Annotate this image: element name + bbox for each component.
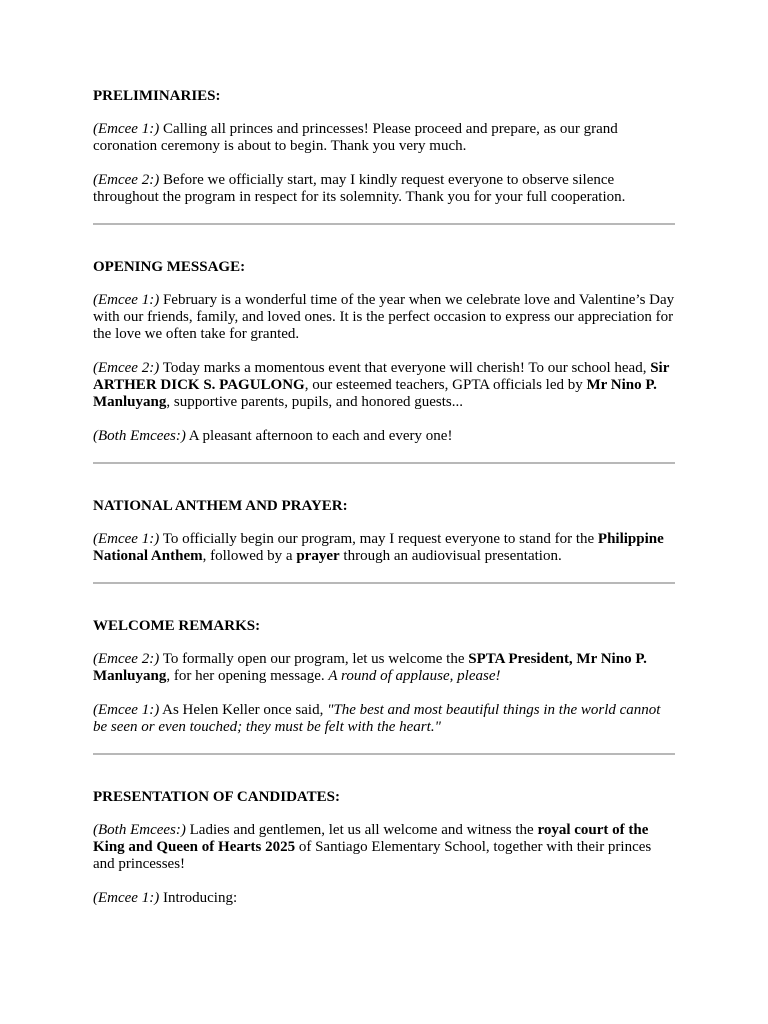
paragraph-text: Today marks a momentous event that everyone will cherish! To our school head, [159, 360, 651, 376]
paragraph-text: Introducing: [159, 890, 238, 906]
speaker-label: (Emcee 1:) [93, 890, 160, 906]
section-welcome-remarks [93, 616, 675, 736]
section-heading: NATIONAL ANTHEM AND PRAYER: [93, 498, 348, 514]
section-presentation-of-candidates [93, 787, 675, 907]
paragraph [93, 702, 675, 736]
speaker-label: (Emcee 2:) [93, 360, 160, 376]
speaker-label: (Both Emcees:) [93, 822, 186, 838]
paragraph-text: , our esteemed teachers, GPTA officials led by [304, 377, 587, 393]
section-divider [93, 753, 675, 755]
section-heading: WELCOME REMARKS: [93, 618, 261, 634]
section-divider [93, 582, 675, 584]
speaker-label: (Emcee 2:) [93, 172, 160, 188]
speaker-label: (Emcee 1:) [93, 702, 160, 718]
paragraph [93, 292, 675, 343]
paragraph-text: To formally open our program, let us welcome the [159, 651, 469, 667]
paragraph-text: A pleasant afternoon to each and every one! [185, 428, 453, 444]
paragraph [93, 172, 675, 206]
bold-name: SPTA President, Mr Nino P. Manluyang [93, 651, 647, 684]
section-national-anthem [93, 496, 675, 565]
bold-name: Sir ARTHER DICK S. PAGULONG [93, 360, 670, 393]
paragraph-text: To officially begin our program, may I request everyone to stand for the [159, 531, 598, 547]
speaker-label: (Emcee 2:) [93, 651, 160, 667]
section-divider [93, 462, 675, 464]
bold-name: Mr Nino P. Manluyang [93, 377, 657, 410]
paragraph-text: , for her opening message. [166, 668, 329, 684]
speaker-label: (Emcee 1:) [93, 292, 160, 308]
speaker-label: (Emcee 1:) [93, 531, 160, 547]
program-script [93, 86, 675, 907]
paragraph [93, 890, 675, 907]
paragraph-text: , supportive parents, pupils, and honored guests... [166, 394, 463, 410]
paragraph [93, 121, 675, 155]
section-heading: PRESENTATION OF CANDIDATES: [93, 789, 340, 805]
paragraph [93, 360, 675, 411]
paragraph-text: February is a wonderful time of the year when we celebrate love and Valentine’s Day with our friends, family, and loved ones. It is the perfect occasion to express our appreciation for the love we often take for granted. [93, 292, 675, 342]
speaker-label: (Emcee 1:) [93, 121, 160, 137]
speaker-label: (Both Emcees:) [93, 428, 186, 444]
italic-phrase: A round of applause, please! [328, 668, 501, 684]
paragraph-text: Ladies and gentlemen, let us all welcome and witness the [185, 822, 538, 838]
paragraph [93, 531, 675, 565]
paragraph-text: Calling all princes and princesses! Please proceed and prepare, as our grand coronation ceremony is about to begin. Thank you very much. [93, 121, 618, 154]
quote-text: "The best and most beautiful things in the world cannot be seen or even touched; they must be felt with the heart." [93, 702, 661, 735]
section-opening-message [93, 257, 675, 445]
paragraph-text: , followed by a [202, 548, 297, 564]
paragraph-text: of Santiago Elementary School, together with their princes and princesses! [93, 839, 652, 872]
paragraph-text: Before we officially start, may I kindly request everyone to observe silence throughout the program in respect for its solemnity. Thank you for your full cooperation. [93, 172, 626, 205]
paragraph [93, 822, 675, 873]
paragraph-text: through an audiovisual presentation. [339, 548, 562, 564]
bold-phrase: Philippine National Anthem [93, 531, 664, 564]
bold-phrase: prayer [296, 548, 340, 564]
section-divider [93, 223, 675, 225]
section-heading: PRELIMINARIES: [93, 88, 221, 104]
paragraph-text: As Helen Keller once said, [159, 702, 328, 718]
bold-phrase: royal court of the King and Queen of Hearts 2025 [93, 822, 649, 855]
paragraph [93, 651, 675, 685]
section-heading: OPENING MESSAGE: [93, 259, 246, 275]
paragraph [93, 428, 675, 445]
section-preliminaries [93, 86, 675, 206]
